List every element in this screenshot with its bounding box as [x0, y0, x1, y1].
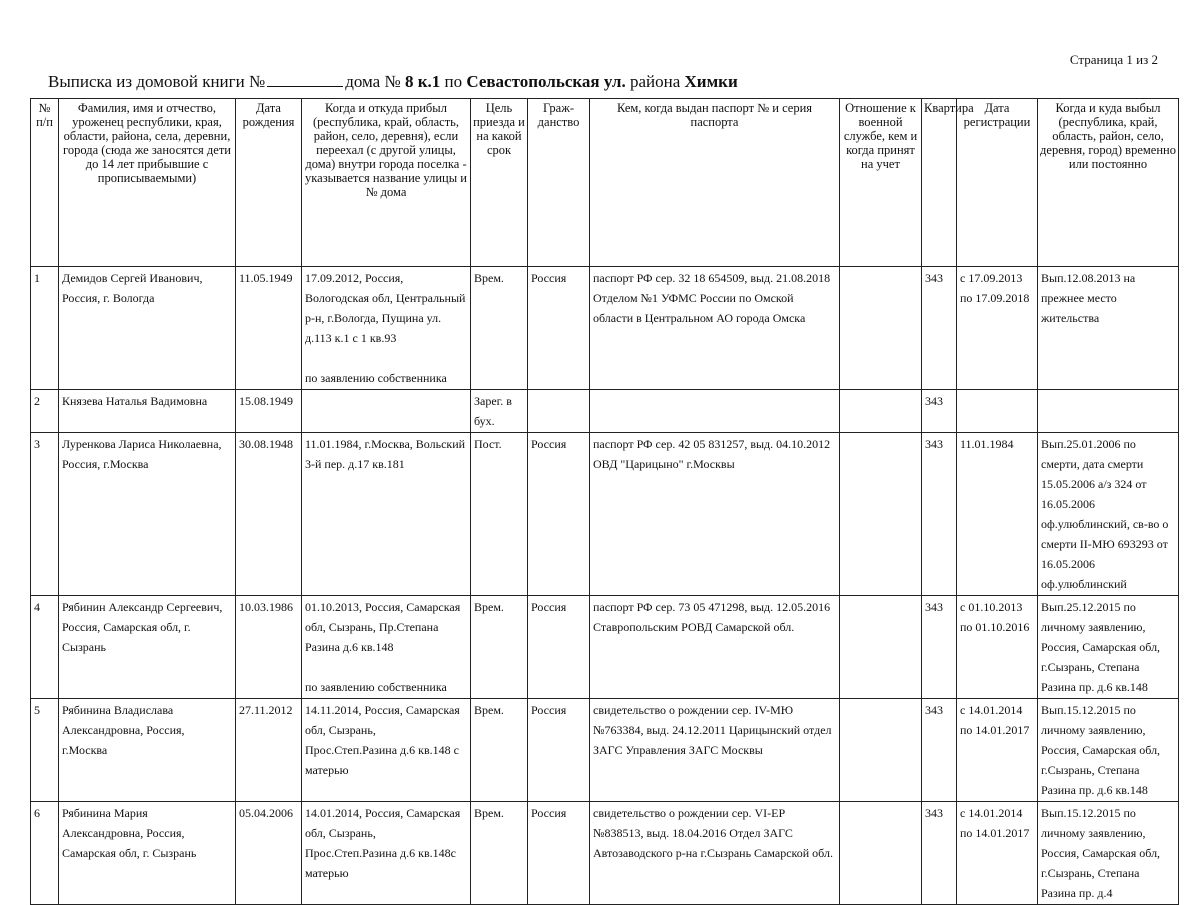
- cell-citizenship: [528, 390, 590, 433]
- cell-arrived: 14.11.2014, Россия, Самарская обл, Сызрань, Прос.Степ.Разина д.6 кв.148 с матерью: [302, 699, 471, 802]
- cell-departed: [1038, 390, 1179, 433]
- cell-military: [840, 433, 922, 596]
- cell-passport: свидетельство о рождении сер. VI-ЕР №838513, выд. 18.04.2016 Отдел ЗАГС Автозаводского р-на г.Сызрань Самарской обл.: [590, 802, 840, 905]
- cell-num: 2: [31, 390, 59, 433]
- title-prefix: Выписка из домовой книги №: [48, 72, 266, 91]
- cell-name: Демидов Сергей Иванович, Россия, г. Вологда: [59, 267, 236, 390]
- table-body: [31, 267, 1179, 905]
- cell-reg-date: с 01.10.2013 по 01.10.2016: [957, 596, 1038, 699]
- cell-passport: паспорт РФ сер. 42 05 831257, выд. 04.10.2012 ОВД "Царицыно" г.Москвы: [590, 433, 840, 596]
- street-prefix: по: [444, 72, 463, 91]
- cell-purpose: Врем.: [471, 596, 528, 699]
- cell-name: Рябинина Мария Александровна, Россия, Самарская обл, г. Сызрань: [59, 802, 236, 905]
- cell-citizenship: Россия: [528, 433, 590, 596]
- house-prefix: дома №: [345, 72, 401, 91]
- cell-citizenship: Россия: [528, 802, 590, 905]
- cell-arrived: 11.01.1984, г.Москва, Вольский 3-й пер. д.17 кв.181: [302, 433, 471, 596]
- cell-passport: свидетельство о рождении сер. IV-МЮ №763384, выд. 24.12.2011 Царицынский отдел ЗАГС Управления ЗАГС Москвы: [590, 699, 840, 802]
- cell-birth: 27.11.2012: [236, 699, 302, 802]
- header-passport: Кем, когда выдан паспорт № и серия паспорта: [590, 99, 840, 267]
- table-row: [31, 433, 1179, 596]
- page-number: Страница 1 из 2: [1069, 52, 1158, 67]
- cell-departed: Вып.25.12.2015 по личному заявлению, Россия, Самарская обл, г.Сызрань, Степана Разина пр. д.6 кв.148: [1038, 596, 1179, 699]
- header-flat: Квартира: [922, 99, 957, 267]
- cell-birth: 10.03.1986: [236, 596, 302, 699]
- cell-purpose: Врем.: [471, 802, 528, 905]
- cell-departed: Вып.25.01.2006 по смерти, дата смерти 15.05.2006 а/з 324 от 16.05.2006 оф.улюблинский, св-во о смерти II-МЮ 693293 от 16.05.2006 оф.улюблинский: [1038, 433, 1179, 596]
- arrived-note: по заявлению собственника: [305, 371, 447, 385]
- header-name: Фамилия, имя и отчество, уроженец республики, края, области, района, села, деревни, города (сюда же заносятся дети до 14 лет прибывшие с прописываемыми): [59, 99, 236, 267]
- table-header: [31, 99, 1179, 267]
- cell-name: Рябинин Александр Сергеевич, Россия, Самарская обл, г. Сызрань: [59, 596, 236, 699]
- cell-flat: 343: [922, 802, 957, 905]
- header-birth: Дата рождения: [236, 99, 302, 267]
- house-book-table: [30, 98, 1179, 905]
- arrived-text: 17.09.2012, Россия, Вологодская обл, Центральный р-н, г.Вологда, Пущина ул. д.113 к.1 с 1 кв.93: [305, 271, 466, 345]
- cell-num: 4: [31, 596, 59, 699]
- cell-military: [840, 699, 922, 802]
- cell-birth: 30.08.1948: [236, 433, 302, 596]
- house-number: 8 к.1: [404, 72, 441, 91]
- cell-departed: Вып.12.08.2013 на прежнее место жительства: [1038, 267, 1179, 390]
- cell-purpose: Врем.: [471, 267, 528, 390]
- cell-reg-date: с 17.09.2013 по 17.09.2018: [957, 267, 1038, 390]
- cell-birth: 05.04.2006: [236, 802, 302, 905]
- cell-citizenship: Россия: [528, 596, 590, 699]
- cell-reg-date: с 14.01.2014 по 14.01.2017: [957, 699, 1038, 802]
- cell-flat: 343: [922, 267, 957, 390]
- cell-arrived: [302, 267, 471, 390]
- cell-purpose: Зарег. в бух.: [471, 390, 528, 433]
- cell-flat: 343: [922, 433, 957, 596]
- cell-military: [840, 267, 922, 390]
- header-arrived: Когда и откуда прибыл (республика, край, область, район, село, деревня), если переехал (с другой улицы, дома) внутри города поселка - указывается название улицы и № дома: [302, 99, 471, 267]
- header-num: № п/п: [31, 99, 59, 267]
- header-departed: Когда и куда выбыл (республика, край, область, район, село, деревня, город) временно или постоянно: [1038, 99, 1179, 267]
- header-reg-date: Дата регистрации: [957, 99, 1038, 267]
- table-row: [31, 267, 1179, 390]
- cell-name: Князева Наталья Вадимовна: [59, 390, 236, 433]
- cell-reg-date: [957, 390, 1038, 433]
- document-title: [48, 72, 738, 92]
- header-citizenship: Граж-данство: [528, 99, 590, 267]
- cell-arrived: [302, 390, 471, 433]
- cell-flat: 343: [922, 390, 957, 433]
- header-purpose: Цель приезда и на какой срок: [471, 99, 528, 267]
- table-row: [31, 390, 1179, 433]
- cell-departed: Вып.15.12.2015 по личному заявлению, Россия, Самарская обл, г.Сызрань, Степана Разина пр. д.4: [1038, 802, 1179, 905]
- cell-name: Луренкова Лариса Николаевна, Россия, г.Москва: [59, 433, 236, 596]
- cell-passport: паспорт РФ сер. 73 05 471298, выд. 12.05.2016 Ставропольским РОВД Самарской обл.: [590, 596, 840, 699]
- cell-num: 1: [31, 267, 59, 390]
- cell-passport: паспорт РФ сер. 32 18 654509, выд. 21.08.2018 Отделом №1 УФМС России по Омской области в Центральном АО города Омска: [590, 267, 840, 390]
- cell-purpose: Пост.: [471, 433, 528, 596]
- cell-purpose: Врем.: [471, 699, 528, 802]
- cell-military: [840, 802, 922, 905]
- cell-departed: Вып.15.12.2015 по личному заявлению, Россия, Самарская обл, г.Сызрань, Степана Разина пр. д.6 кв.148: [1038, 699, 1179, 802]
- table-row: [31, 596, 1179, 699]
- cell-flat: 343: [922, 699, 957, 802]
- cell-flat: 343: [922, 596, 957, 699]
- cell-reg-date: с 14.01.2014 по 14.01.2017: [957, 802, 1038, 905]
- arrived-note: по заявлению собственника: [305, 680, 447, 694]
- cell-name: Рябинина Владислава Александровна, Россия, г.Москва: [59, 699, 236, 802]
- table-row: [31, 699, 1179, 802]
- arrived-text: 01.10.2013, Россия, Самарская обл, Сызрань, Пр.Степана Разина д.6 кв.148: [305, 600, 461, 654]
- table-row: [31, 802, 1179, 905]
- cell-citizenship: Россия: [528, 267, 590, 390]
- cell-reg-date: 11.01.1984: [957, 433, 1038, 596]
- district-prefix: района: [629, 72, 681, 91]
- cell-birth: 11.05.1949: [236, 267, 302, 390]
- cell-arrived: 14.01.2014, Россия, Самарская обл, Сызрань, Прос.Степ.Разина д.6 кв.148с матерью: [302, 802, 471, 905]
- cell-arrived: [302, 596, 471, 699]
- number-blank-line: [267, 73, 343, 87]
- street-name: Севастопольская ул.: [466, 72, 626, 91]
- cell-num: 5: [31, 699, 59, 802]
- district-name: Химки: [684, 72, 738, 91]
- cell-passport: [590, 390, 840, 433]
- cell-num: 6: [31, 802, 59, 905]
- cell-citizenship: Россия: [528, 699, 590, 802]
- cell-military: [840, 596, 922, 699]
- cell-military: [840, 390, 922, 433]
- cell-num: 3: [31, 433, 59, 596]
- cell-birth: 15.08.1949: [236, 390, 302, 433]
- header-military: Отношение к военной службе, кем и когда принят на учет: [840, 99, 922, 267]
